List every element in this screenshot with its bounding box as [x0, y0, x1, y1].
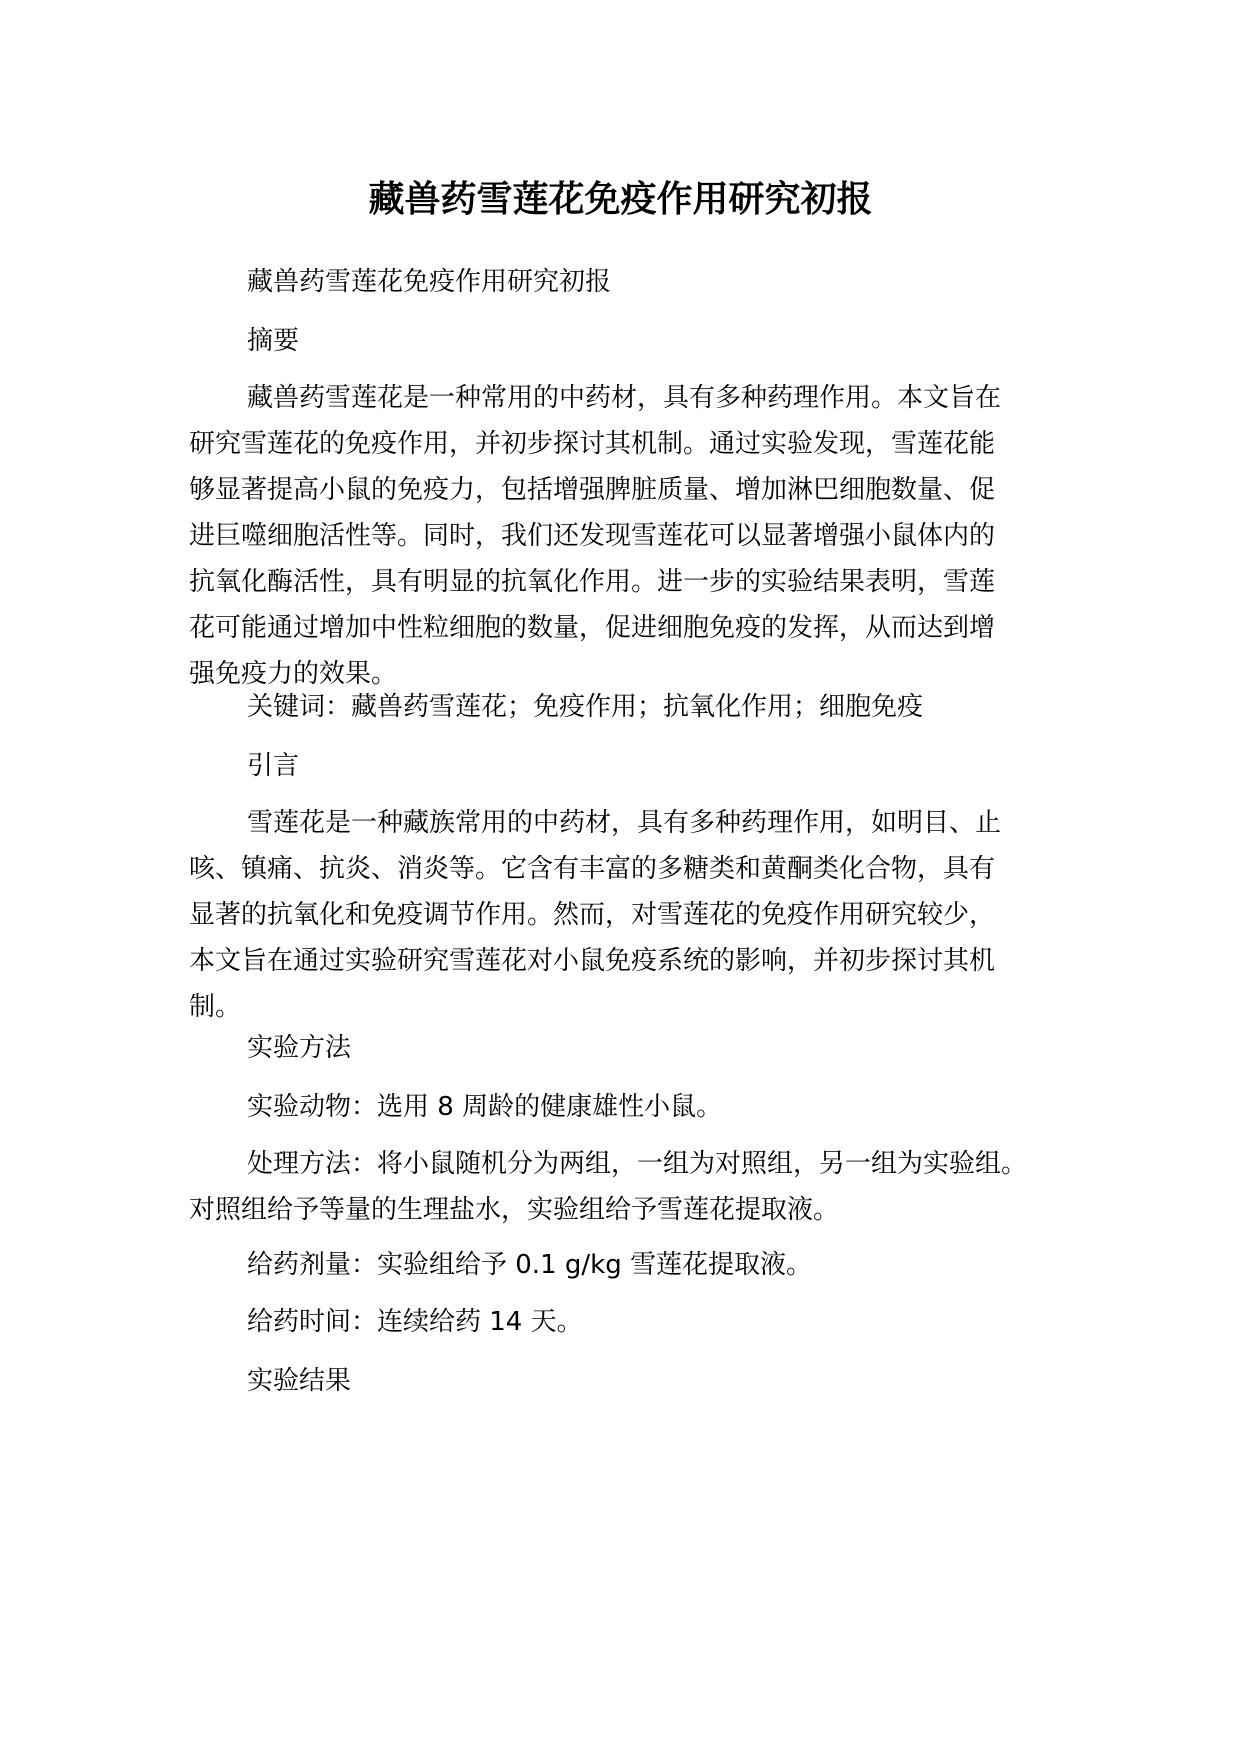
keywords: 关键词：藏兽药雪莲花；免疫作用；抗氧化作用；细胞免疫	[247, 692, 924, 722]
abstract-paragraph	[189, 375, 1039, 697]
abstract-line: 研究雪莲花的免疫作用，并初步探讨其机制。通过实验发现，雪莲花能	[189, 429, 996, 459]
abstract-line: 强免疫力的效果。	[189, 659, 398, 689]
abstract-line: 抗氧化酶活性，具有明显的抗氧化作用。进一步的实验结果表明，雪莲	[189, 567, 996, 597]
abstract-line: 进巨噬细胞活性等。同时，我们还发现雪莲花可以显著增强小鼠体内的	[189, 521, 996, 551]
intro-line: 雪莲花是一种藏族常用的中药材，具有多种药理作用，如明目、止	[247, 808, 1002, 838]
intro-heading-paragraph	[189, 743, 1039, 789]
abstract-line: 花可能通过增加中性粒细胞的数量，促进细胞免疫的发挥，从而达到增	[189, 613, 996, 643]
methods-heading-paragraph	[189, 1025, 1039, 1071]
intro-line: 显著的抗氧化和免疫调节作用。然而，对雪莲花的免疫作用研究较少，	[189, 900, 996, 930]
subtitle: 藏兽药雪莲花免疫作用研究初报	[247, 267, 612, 297]
intro-paragraph	[189, 800, 1039, 1030]
document-title: 藏兽药雪莲花免疫作用研究初报	[368, 179, 873, 220]
results-heading: 实验结果	[247, 1366, 352, 1396]
treatment-line: 处理方法：将小鼠随机分为两组，一组为对照组，另一组为实验组。	[247, 1149, 1028, 1179]
dose-paragraph	[189, 1242, 1039, 1288]
animals-text: 实验动物：选用 8 周龄的健康雄性小鼠。	[247, 1092, 723, 1122]
intro-line: 咳、镇痛、抗炎、消炎等。它含有丰富的多糖类和黄酮类化合物，具有	[189, 854, 996, 884]
keywords-paragraph	[189, 684, 1039, 730]
subtitle-paragraph	[189, 259, 1039, 305]
methods-heading: 实验方法	[247, 1033, 352, 1063]
abstract-line: 够显著提高小鼠的免疫力，包括增强脾脏质量、增加淋巴细胞数量、促	[189, 475, 996, 505]
abstract-heading: 摘要	[247, 326, 300, 356]
dose-text: 给药剂量：实验组给予 0.1 g/kg 雪莲花提取液。	[247, 1250, 812, 1280]
treatment-paragraph	[189, 1141, 1089, 1233]
animals-paragraph	[189, 1084, 1039, 1130]
abstract-line: 藏兽药雪莲花是一种常用的中药材，具有多种药理作用。本文旨在	[247, 383, 1002, 413]
duration-paragraph	[189, 1299, 1039, 1345]
duration-text: 给药时间：连续给药 14 天。	[247, 1307, 583, 1337]
results-heading-paragraph	[189, 1358, 1039, 1404]
intro-line: 制。	[189, 992, 242, 1022]
intro-line: 本文旨在通过实验研究雪莲花对小鼠免疫系统的影响，并初步探讨其机	[189, 946, 996, 976]
abstract-heading-paragraph	[189, 318, 1039, 364]
intro-heading: 引言	[247, 751, 300, 781]
treatment-line: 对照组给予等量的生理盐水，实验组给予雪莲花提取液。	[189, 1195, 840, 1225]
